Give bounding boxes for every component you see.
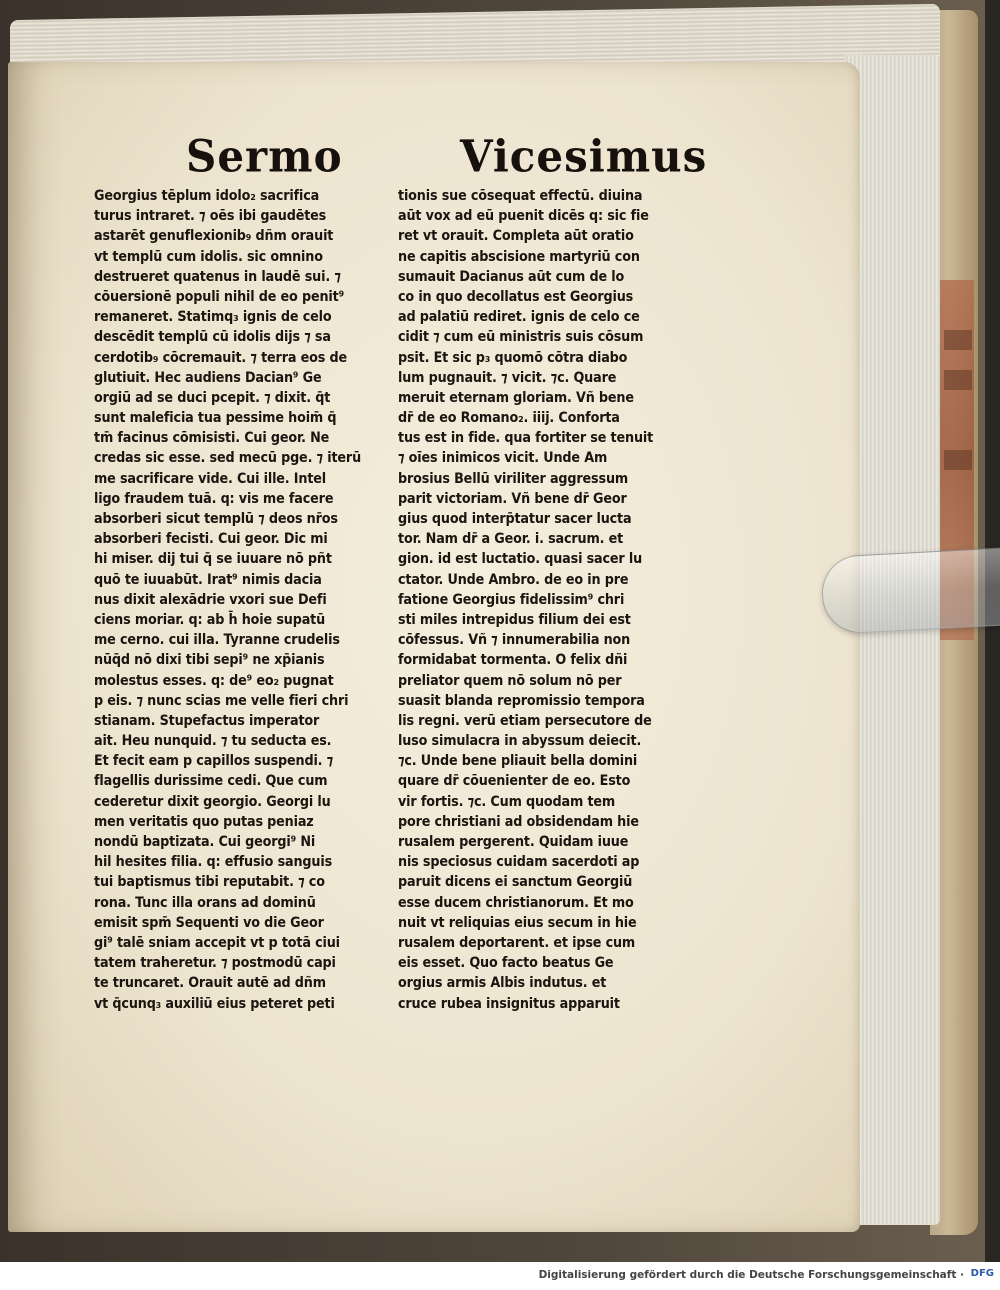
text-line: orgiū ad se duci pcepit. ⁊ dixit. q̄t	[94, 389, 331, 406]
text-line: nuit vt reliquias eius secum in hie	[398, 914, 637, 931]
text-line: orgius armis Albis indutus. et	[398, 975, 607, 992]
text-line: cidit ⁊ cum eū ministris suis cōsum	[398, 329, 644, 346]
text-line: sunt maleficia tua pessime hoim̄ q̄	[94, 410, 337, 427]
text-line: quō te iuuabūt. Irat⁹ nimis dacia	[94, 571, 322, 588]
text-line: flagellis durissime cedi. Que cum	[94, 773, 328, 790]
text-line: vir fortis. ⁊c. Cum quodam tem	[398, 793, 616, 810]
text-block	[86, 130, 708, 1112]
text-line: credas sic esse. sed mecū pge. ⁊ iterū	[94, 450, 362, 467]
text-column-right	[398, 186, 698, 1014]
text-line: gius quod interp̄tatur sacer lucta	[398, 511, 632, 527]
text-line: esse ducem christianorum. Et mo	[398, 894, 634, 911]
text-line: eis esset. Quo facto beatus Ge	[398, 955, 614, 972]
text-line: lum pugnauit. ⁊ vicit. ⁊c. Quare	[398, 369, 617, 386]
text-line: ligo fraudem tuā. q: vis me facere	[94, 490, 334, 507]
text-line: destrueret quatenus in laudē sui. ⁊	[94, 268, 341, 285]
text-line: sumauit Dacianus aūt cum de lo	[398, 268, 625, 285]
text-line: luso simulacra in abyssum deiecit.	[398, 733, 642, 750]
text-line: Et fecit eam p capillos suspendi. ⁊	[94, 753, 334, 770]
text-line: suasit blanda repromissio tempora	[398, 692, 645, 709]
text-line: gion. id est luctatio. quasi sacer lu	[398, 551, 643, 568]
text-line: remaneret. Statimq₃ ignis de celo	[94, 309, 332, 326]
dfg-logo: DFG	[970, 1268, 994, 1279]
text-line: absorberi fecisti. Cui geor. Dic mi	[94, 531, 328, 548]
text-line: formidabat tormenta. O felix dñi	[398, 652, 628, 669]
digitization-credit: Digitalisierung gefördert durch die Deutsche Forschungsgemeinschaft ·	[538, 1269, 964, 1281]
text-line: tus est in fide. qua fortiter se tenuit	[398, 430, 654, 447]
text-line: nūq̄d nō dixi tibi sepi⁹ ne xp̄ianis	[94, 652, 325, 669]
text-line: nus dixit alexādrie vxori sue Defi	[94, 591, 327, 608]
text-line: tionis sue cōsequat effectū. diuina	[398, 188, 643, 204]
text-line: cederetur dixit georgio. Georgi lu	[94, 793, 331, 810]
text-line: astarēt genuflexionib₉ dñm orauit	[94, 228, 334, 245]
text-line: nis speciosus cuidam sacerdoti ap	[398, 854, 640, 871]
text-line: molestus esses. q: de⁹ eo₂ pugnat	[94, 672, 334, 689]
text-line: me cerno. cui illa. Tyranne crudelis	[94, 632, 340, 649]
text-line: ⁊ oīes inimicos vicit. Unde Am	[398, 450, 608, 467]
text-line: vt q̄cunq₃ auxiliū eius peteret peti	[94, 995, 335, 1012]
text-line: fatione Georgius fidelissim⁹ chri	[398, 591, 625, 608]
text-line: p eis. ⁊ nunc scias me velle fieri chri	[94, 692, 349, 709]
text-line: rusalem pergerent. Quidam iuue	[398, 834, 629, 850]
text-line: ait. Heu nunquid. ⁊ tu seducta es.	[94, 733, 332, 750]
text-line: cōuersionē populi nihil de eo penit⁹	[94, 288, 345, 305]
cover-wear-mark	[944, 330, 972, 350]
text-line: cruce rubea insignitus apparuit	[398, 995, 620, 1012]
text-line: pore christiani ad obsidendam hie	[398, 813, 639, 830]
text-line: ret vt orauit. Completa aūt oratio	[398, 228, 634, 245]
text-line: paruit dicens ei sanctum Georgiū	[398, 874, 633, 891]
text-line: emisit spm̄ Sequenti vo die Geor	[94, 914, 324, 931]
text-line: meruit eternam gloriam. Vñ bene	[398, 389, 634, 406]
text-line: ad palatiū rediret. ignis de celo ce	[398, 309, 640, 326]
text-line: tor. Nam dr̄ a Geor. i. sacrum. et	[398, 531, 624, 548]
text-line: tui baptismus tibi reputabit. ⁊ co	[94, 874, 325, 891]
text-line: ne capitis abscisione martyriū con	[398, 248, 640, 265]
text-line: turus intraret. ⁊ oēs ibi gaudētes	[94, 208, 327, 225]
page-header	[86, 130, 708, 183]
text-line: nondū baptizata. Cui georgi⁹ Ni	[94, 834, 316, 850]
text-line: sti miles intrepidus filium dei est	[398, 611, 631, 628]
text-line: glutiuit. Hec audiens Dacian⁹ Ge	[94, 369, 322, 386]
text-line: quare dr̄ cōuenienter de eo. Esto	[398, 773, 631, 790]
text-line: gi⁹ talē sniam accepit vt p totā ciui	[94, 934, 340, 951]
running-head-left: Sermo	[186, 130, 343, 183]
text-line: ctator. Unde Ambro. de eo in pre	[398, 571, 629, 588]
text-line: preliator quem nō solum nō per	[398, 672, 622, 689]
text-line: me sacrificare vide. Cui ille. Intel	[94, 470, 327, 487]
text-line: psit. Et sic p₃ quomō cōtra diabo	[398, 349, 628, 366]
text-line: vt templū cum idolis. sic omnino	[94, 248, 323, 265]
text-line: descēdit templū cū idolis dijs ⁊ sa	[94, 329, 331, 346]
text-line: rona. Tunc illa orans ad dominū	[94, 894, 316, 911]
text-line: ciens moriar. q: ab h̄ hoie supatū	[94, 611, 326, 628]
text-line: aūt vox ad eū puenit dicēs q: sic fie	[398, 208, 649, 225]
running-head-right: Vicesimus	[460, 130, 708, 183]
text-line: absorberi sicut templū ⁊ deos nr̄os	[94, 511, 338, 527]
text-line: brosius Bellū viriliter aggressum	[398, 470, 629, 487]
text-line: men veritatis quo putas peniaz	[94, 813, 314, 830]
cover-wear-mark	[944, 370, 972, 390]
text-line: tm̄ facinus cōmisisti. Cui geor. Ne	[94, 430, 330, 447]
text-line: ⁊c. Unde bene pliauit bella domini	[398, 753, 638, 770]
text-line: parit victoriam. Vñ bene dr̄ Geor	[398, 490, 627, 507]
text-line: tatem traheretur. ⁊ postmodū capi	[94, 955, 336, 972]
text-column-left	[94, 186, 394, 1014]
text-line: cerdotib₉ cōcremauit. ⁊ terra eos de	[94, 349, 347, 366]
cover-wear-mark	[944, 450, 972, 470]
text-line: cōfessus. Vñ ⁊ innumerabilia non	[398, 632, 631, 649]
text-line: dr̄ de eo Romano₂. iiij. Conforta	[398, 410, 620, 427]
text-line: te truncaret. Orauit autē ad dñm	[94, 975, 326, 992]
text-line: co in quo decollatus est Georgius	[398, 288, 634, 305]
text-line: stianam. Stupefactus imperator	[94, 712, 320, 729]
glass-page-clip	[820, 547, 1000, 635]
text-line: hi miser. dij tui q̄ se iuuare nō pñt	[94, 551, 332, 568]
text-line: hil hesites filia. q: effusio sanguis	[94, 854, 333, 871]
text-line: lis regni. verū etiam persecutore de	[398, 712, 652, 729]
text-line: rusalem deportarent. et ipse cum	[398, 934, 636, 951]
text-line: Georgius tēplum idolo₂ sacrifica	[94, 188, 320, 204]
